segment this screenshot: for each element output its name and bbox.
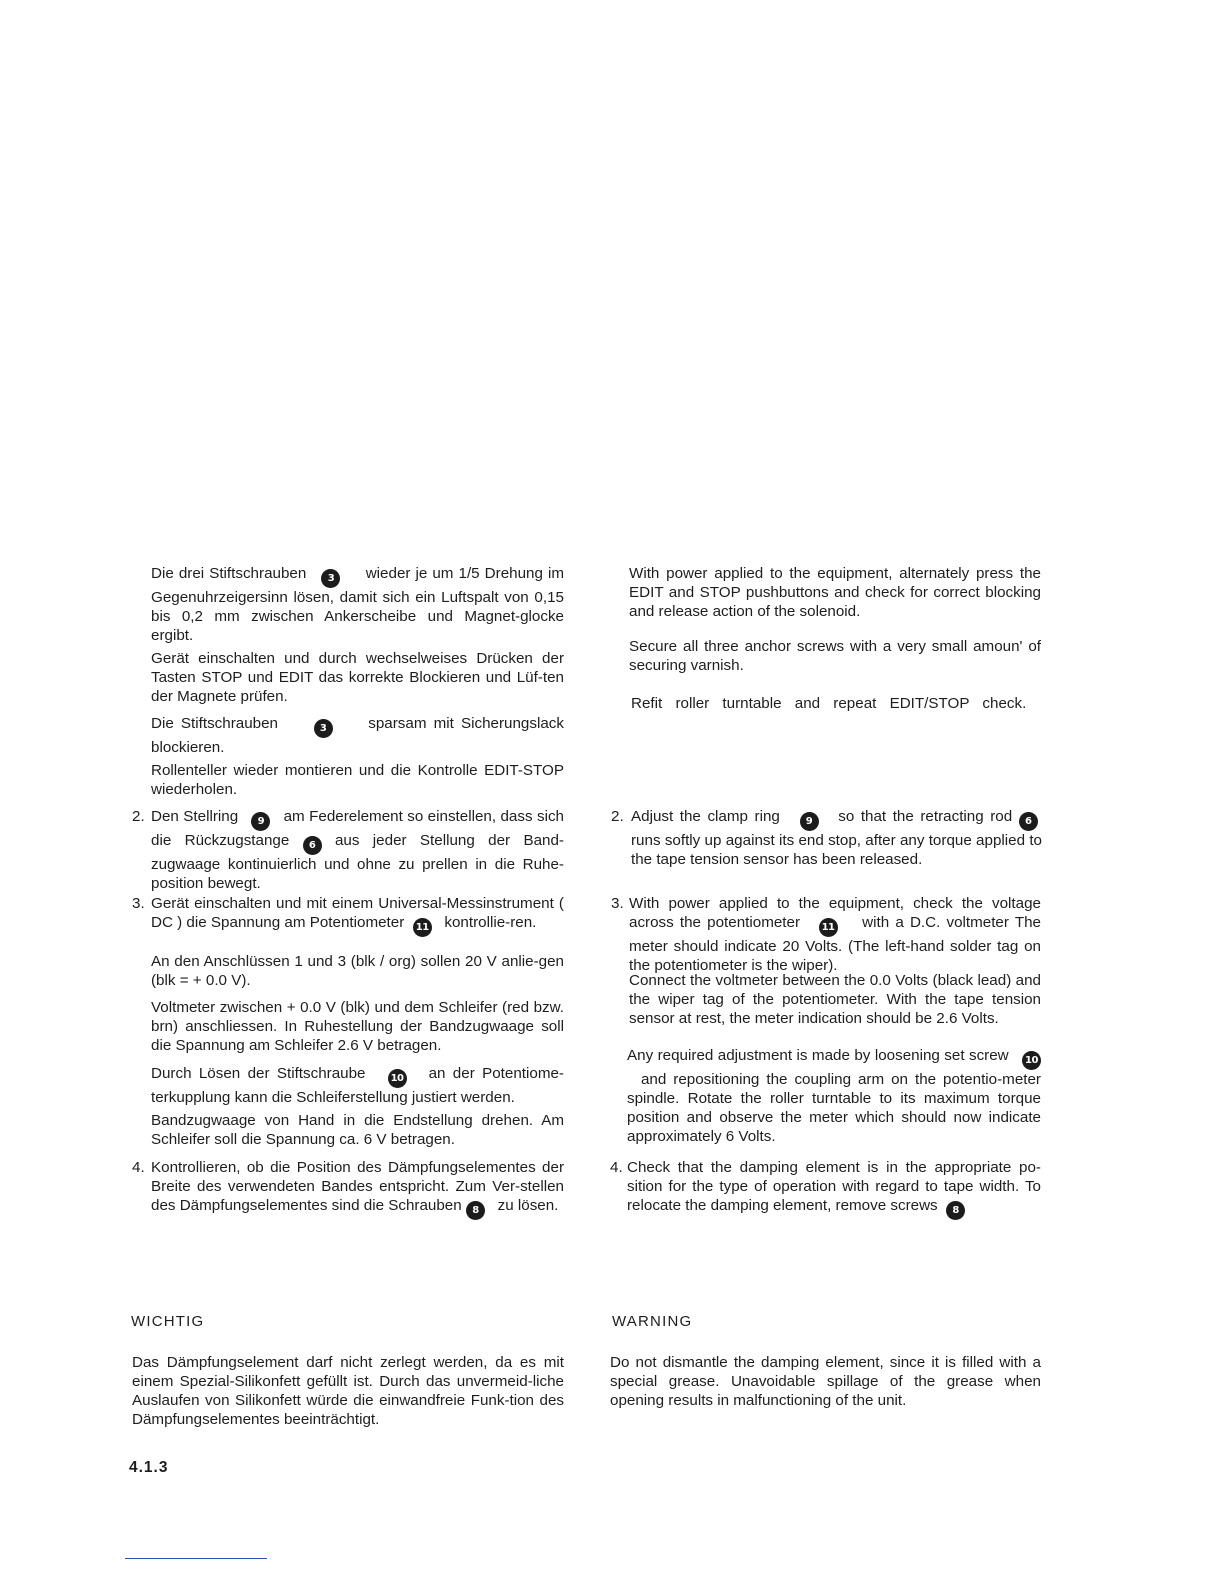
de-text: Voltmeter zwischen + 0.0 V (blk) und dem Schleifer (red bzw. brn) anschliessen. In Ruhestellung der Bandzugwaage soll die Spannung am Schleifer 2.6 V betragen. [151,999,564,1054]
callout-11-icon: 11 [819,918,838,937]
de-text: Das Dämpfungselement darf nicht zerlegt werden, da es mit einem Spezial-Silikonfett gefüllt ist. Durch das unvermeid-liche Auslaufen von Silikonfett würde die einwandfreie Funk-tion des Dämpfungselementes beeinträchtigt. [132,1354,564,1428]
de-text: am Federelement so einstellen, dass sich die Rückzugstange [151,808,564,849]
de-text: Die drei Stiftschrauben [151,565,307,582]
de-paragraph-securing-varnish [151,714,564,757]
en-paragraph-refit-turntable [631,694,1041,713]
en-text: Connect the voltmeter between the 0.0 Volts (black lead) and the wiper tag of the potentiometer. With the tape tension sensor at rest, the meter indication should be 2.6 Volts. [629,972,1041,1027]
de-item-3-terminals [151,952,564,990]
de-paragraph-edit-stop-check [151,649,564,706]
de-item-3 [151,894,564,937]
de-text: Bandzugwaage von Hand in die Endstellung drehen. Am Schleifer soll die Spannung ca. 6 V betragen. [151,1112,564,1148]
en-text: With power applied to the equipment, alternately press the EDIT and STOP pushbuttons and check for correct blocking and release action of the solenoid. [629,565,1041,620]
callout-10-icon: 10 [388,1069,407,1088]
en-item-3 [629,894,1041,975]
de-warning-heading: WICHTIG [131,1313,205,1330]
callout-6-icon: 6 [303,836,322,855]
en-text: Adjust the clamp ring [631,808,780,825]
en-item-4 [627,1158,1041,1220]
de-text: aus jeder Stellung der Band-zugwaage kontinuierlich und ohne zu prellen in die Ruhe-position bewegt. [151,832,564,892]
de-text: Durch Lösen der Stiftschraube [151,1065,366,1082]
en-item-number: 4. [610,1159,623,1176]
en-text: Check that the damping element is in the appropriate po-sition for the type of operation with regard to tape width. To relocate the damping element, remove screws [627,1159,1041,1214]
de-text: Gerät einschalten und durch wechselweises Drücken der Tasten STOP und EDIT das korrekte Blockieren und Lüf-ten der Magnete prüfen. [151,650,564,705]
de-text: Kontrollieren, ob die Position des Dämpfungselementes der Breite des verwendeten Bandes entspricht. Zum Ver-stellen des Dämpfungselementes sind die Schrauben [151,1159,564,1214]
de-item-3-voltmeter [151,998,564,1055]
en-item-number: 3. [611,895,624,912]
de-item-number: 4. [132,1159,145,1176]
de-item-number: 2. [132,808,145,825]
en-text: Secure all three anchor screws with a very small amoun' of securing varnish. [629,638,1041,674]
en-paragraph-edit-stop-check [629,564,1041,621]
callout-9-icon: 9 [800,812,819,831]
en-item-number: 2. [611,808,624,825]
de-text: Die Stiftschrauben [151,715,278,732]
de-text: zu lösen. [497,1197,559,1214]
de-item-3-adjust [151,1064,564,1107]
de-text: an der Potentiome-terkupplung kann die Schleiferstellung justiert werden. [151,1065,564,1106]
en-paragraph-securing-varnish [629,637,1041,675]
en-text: Any required adjustment is made by loosening set screw [627,1047,1009,1064]
en-text: With power applied to the equipment, check the voltage across the potentiometer [629,895,1041,931]
callout-3-icon: 3 [321,569,340,588]
de-text: Rollenteller wieder montieren und die Kontrolle EDIT-STOP wiederholen. [151,762,564,798]
callout-6-icon: 6 [1019,812,1038,831]
bottom-rule-divider [125,1558,267,1559]
de-text: kontrollie-ren. [444,914,537,931]
callout-10-icon: 10 [1022,1051,1041,1070]
page-number: 4.1.3 [129,1459,169,1476]
en-text: Refit roller turntable and repeat EDIT/STOP check. [631,695,1027,712]
callout-8-icon: 8 [466,1201,485,1220]
de-warning-text [132,1353,564,1429]
en-warning-heading: WARNING [612,1313,693,1330]
de-text: wieder je um 1/5 Drehung im Gegenuhrzeigersinn lösen, damit sich ein Luftspalt von 0,15 bis 0,2 mm zwischen Ankerscheibe und Magnet-glocke ergibt. [151,565,564,644]
de-text: sparsam mit Sicherungslack blockieren. [151,715,564,756]
callout-9-icon: 9 [251,812,270,831]
en-text: so that the retracting rod [838,808,1013,825]
de-item-4 [151,1158,564,1220]
en-warning-text [610,1353,1041,1410]
en-text: Do not dismantle the damping element, since it is filled with a special grease. Unavoidable spillage of the grease when opening results in malfunctioning of the unit. [610,1354,1041,1409]
de-item-2 [151,807,564,893]
en-item-3-connect [629,971,1041,1028]
en-text: runs softly up against its end stop, after any torque applied to the tape tension sensor has been released. [631,832,1042,868]
callout-8-icon: 8 [946,1201,965,1220]
callout-11-icon: 11 [413,918,432,937]
de-paragraph-anchor-screws [151,564,564,645]
de-text: An den Anschlüssen 1 und 3 (blk / org) sollen 20 V anlie-gen (blk = + 0.0 V). [151,953,564,989]
de-item-3-end-position [151,1111,564,1149]
en-text: with a D.C. voltmeter The meter should indicate 20 Volts. (The left-hand solder tag on the potentiometer is the wiper). [629,914,1041,974]
de-text: Den Stellring [151,808,239,825]
de-paragraph-refit-turntable [151,761,564,799]
de-text: Gerät einschalten und mit einem Universal-Messinstrument ( DC ) die Spannung am Potentiometer [151,895,564,931]
en-text: and repositioning the coupling arm on the potentio-meter spindle. Rotate the roller turntable to its maximum torque position and observe the meter which should now indicate approximately 6 Volts. [627,1071,1041,1145]
callout-3-icon: 3 [314,719,333,738]
en-item-3-adjust [627,1046,1041,1146]
en-item-2 [631,807,1042,869]
de-item-number: 3. [132,895,145,912]
